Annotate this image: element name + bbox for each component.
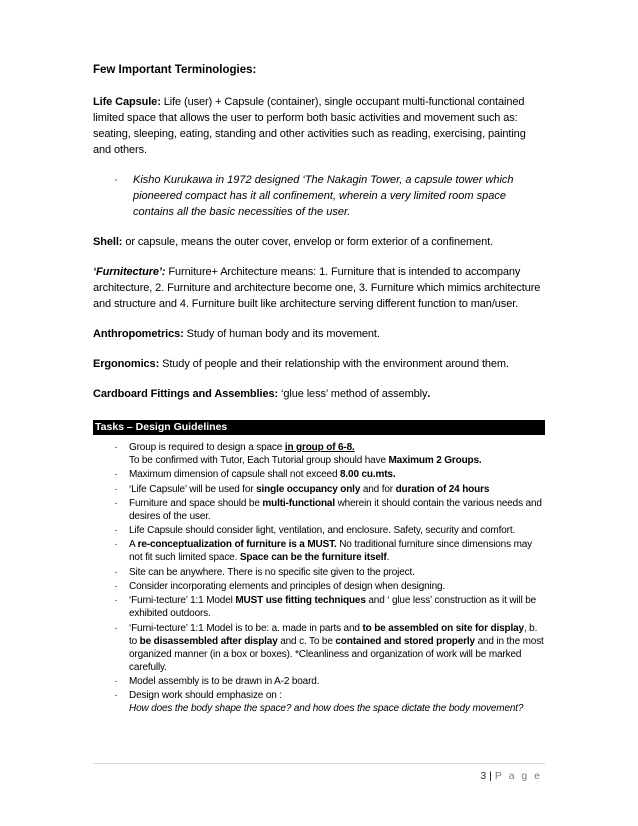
task-text: Model assembly is to be drawn in A-2 board. <box>129 675 320 687</box>
cardboard-term: Cardboard Fittings and Assemblies: <box>93 388 279 400</box>
bullet-marker: · <box>114 442 118 453</box>
bullet-marker: · <box>114 174 118 186</box>
ergonomics-definition: Study of people and their relationship with the environment around them. <box>159 358 509 370</box>
ergonomics-paragraph <box>93 356 545 372</box>
task-emphasis: multi-functional <box>262 497 335 509</box>
task-emphasis: Maximum 2 Groups. <box>388 455 482 466</box>
task-text: ‘Furni-tecture’ 1:1 Model is to be: a. made in parts and <box>129 622 363 634</box>
task-question: How does the body shape the space? and how does the space dictate the body movement? <box>129 703 524 715</box>
footer-divider <box>93 763 545 764</box>
bullet-marker: · <box>114 581 118 593</box>
task-text: Furniture and space should be <box>129 497 263 509</box>
task-text: wherein it should contain the various needs and desires of the user. <box>129 497 542 522</box>
list-item <box>93 594 545 620</box>
life-capsule-paragraph <box>93 94 545 158</box>
task-emphasis: to be assembled on site for display <box>362 622 524 634</box>
page-label: P a g e <box>494 770 542 782</box>
shell-paragraph <box>93 234 545 250</box>
anthropometrics-paragraph <box>93 326 545 342</box>
task-text: Design work should emphasize on : <box>129 690 282 702</box>
task-text: Group is required to design a space <box>129 442 285 453</box>
task-emphasis: in group of 6-8. <box>284 442 355 453</box>
task-text: . <box>386 552 390 564</box>
bullet-marker: · <box>114 622 118 634</box>
list-item <box>93 675 545 688</box>
page-footer <box>480 770 542 782</box>
list-item <box>93 622 545 674</box>
life-capsule-term: Life Capsule: <box>93 96 161 108</box>
task-text: ‘Furni-tecture’ 1:1 Model <box>129 595 236 607</box>
task-text: and ‘ glue less’ construction as it will be exhibited outdoors. <box>129 595 537 620</box>
bullet-marker: · <box>114 525 118 537</box>
list-item <box>93 524 545 537</box>
cardboard-definition: ‘glue less’ method of assembly <box>278 388 428 400</box>
tasks-list <box>93 441 545 715</box>
shell-definition: or capsule, means the outer cover, envelop or form exterior of a confinement. <box>122 236 494 248</box>
page-number: 3 <box>480 770 487 782</box>
bullet-marker: · <box>114 483 118 495</box>
bullet-marker: · <box>114 497 118 509</box>
task-emphasis: 8.00 cu.mts. <box>340 469 396 481</box>
page-content <box>93 64 545 717</box>
task-emphasis: duration of 24 hours <box>395 483 490 495</box>
task-emphasis: contained and stored properly <box>335 635 475 647</box>
task-text: and c. To be <box>277 635 336 647</box>
list-item <box>93 483 545 496</box>
list-item <box>93 580 545 593</box>
bullet-marker: · <box>114 539 118 551</box>
cardboard-period: . <box>427 388 431 400</box>
bullet-marker: · <box>114 469 118 481</box>
ergonomics-term: Ergonomics: <box>93 358 160 370</box>
task-emphasis: be disassembled after display <box>139 635 278 647</box>
cardboard-paragraph <box>93 386 545 402</box>
task-text: and in the most organized manner (in a box or boxes). *Cleanliness and organization of work will be marked carefully. <box>129 635 544 673</box>
list-item <box>93 689 545 715</box>
task-text: To be confirmed with Tutor, Each Tutorial group should have <box>129 455 389 466</box>
footer-separator: | <box>489 770 492 782</box>
task-text: Consider incorporating elements and principles of design when designing. <box>129 581 446 593</box>
anthropometrics-definition: Study of human body and its movement. <box>183 328 380 340</box>
tasks-heading-bar: Tasks – Design Guidelines <box>93 420 545 435</box>
anthropometrics-term: Anthropometrics: <box>93 328 184 340</box>
task-text: Site can be anywhere. There is no specific site given to the project. <box>129 566 415 578</box>
kurokawa-bullet <box>93 172 545 220</box>
furnitecture-paragraph <box>93 264 545 312</box>
list-item <box>93 538 545 564</box>
furnitecture-term: ‘Furnitecture’: <box>93 266 166 278</box>
task-text: A <box>129 539 138 551</box>
furnitecture-definition: Furniture+ Architecture means: 1. Furniture that is intended to accompany architecture, 2. Furniture and architecture become one, 3. Furniture which mimics architecture and structure and 4. Furniture built like architecture serving different function to man/user. <box>93 266 541 310</box>
life-capsule-definition: Life (user) + Capsule (container), single occupant multi-functional contained limited space that allows the user to perform both basic activities and movement such as: seating, sleeping, eating, standing and other activities such as reading, exercising, painting and others. <box>93 96 526 156</box>
task-text: Life Capsule should consider light, ventilation, and enclosure. Safety, security and comfort. <box>129 525 516 537</box>
task-text: and for <box>360 483 396 495</box>
task-text: , b. to <box>129 622 538 647</box>
bullet-marker: · <box>114 595 118 607</box>
task-text: ‘Life Capsule’ will be used for <box>129 483 257 495</box>
kurokawa-bullet-text: Kisho Kurukawa in 1972 designed ‘The Nakagin Tower, a capsule tower which pioneered compact has it all confinement, wherein a very limited room space contains all the basic necessities of the user. <box>133 174 514 218</box>
section-heading: Few Important Terminologies: <box>93 64 257 76</box>
task-text: Maximum dimension of capsule shall not exceed <box>129 469 340 481</box>
bullet-marker: · <box>114 566 118 578</box>
task-emphasis: re-conceptualization of furniture is a MUST. <box>137 539 337 551</box>
task-emphasis: Space can be the furniture itself <box>239 552 387 564</box>
bullet-marker: · <box>114 675 118 687</box>
shell-term: Shell: <box>93 236 123 248</box>
task-emphasis: MUST use fitting techniques <box>235 595 366 607</box>
list-item <box>93 566 545 579</box>
list-item <box>93 497 545 523</box>
task-emphasis: single occupancy only <box>256 483 361 495</box>
bullet-marker: · <box>114 690 118 702</box>
list-item <box>93 441 545 467</box>
task-text: No traditional furniture since dimensions may not fit such limited space. <box>129 539 533 564</box>
list-item <box>93 468 545 481</box>
